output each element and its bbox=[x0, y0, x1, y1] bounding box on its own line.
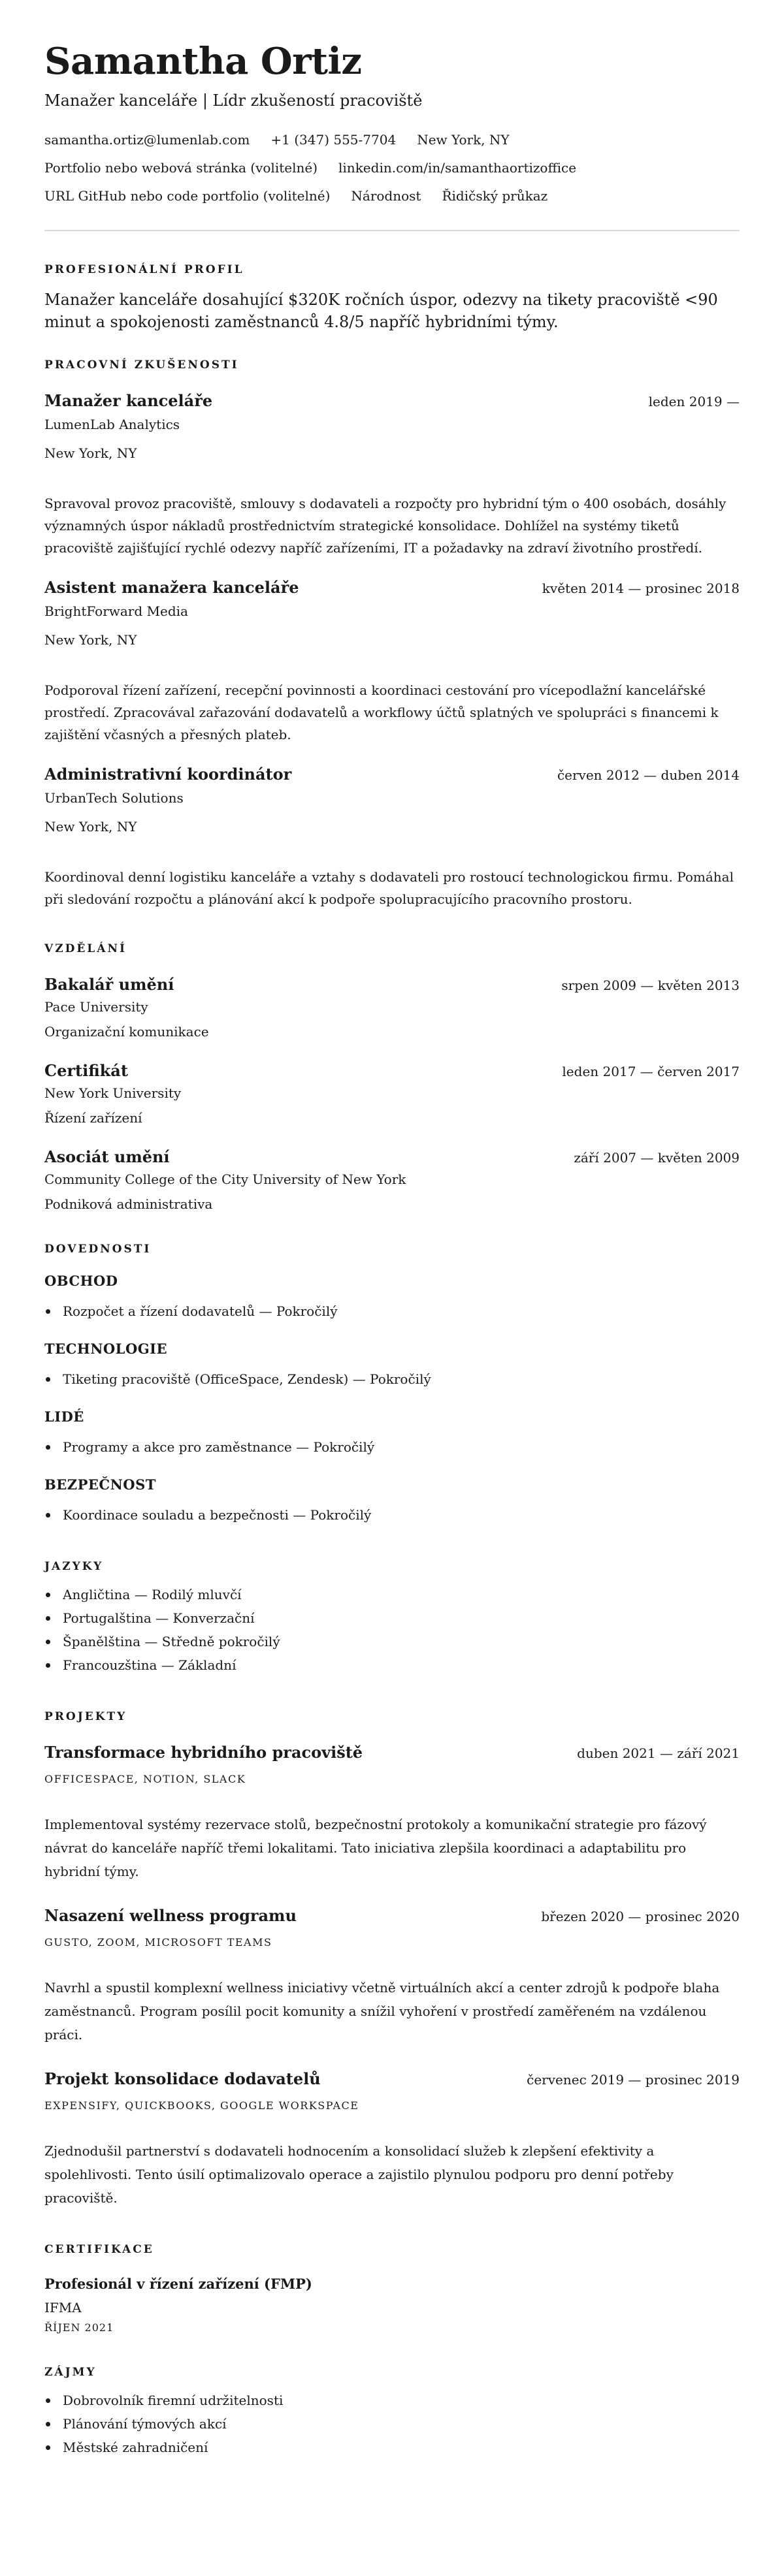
skill-category-safety: BEZPEČNOST bbox=[44, 1476, 156, 1493]
job-dates: červen 2012 — duben 2014 bbox=[557, 767, 740, 783]
contact-row-primary bbox=[44, 131, 740, 149]
job-description: Podporoval řízení zařízení, recepční povinnosti a koordinaci cestování pro vícepodlažní kancelářské prostředí. Zpracovával zařazování dodavatelů a workflowy účtů splatných ve spolupráci s financemi k zajištění včasných a přesných plateb. bbox=[44, 682, 719, 742]
job-title: Asistent manažera kanceláře bbox=[44, 578, 299, 597]
study-field: Řízení zařízení bbox=[44, 1110, 142, 1126]
skill-category-people: LIDÉ bbox=[44, 1408, 84, 1425]
certification-issuer: IFMA bbox=[44, 2300, 82, 2315]
section-title-certifications: CERTIFIKACE bbox=[44, 2243, 154, 2256]
experience-entry-header bbox=[44, 577, 740, 598]
job-dates: leden 2019 — bbox=[648, 394, 740, 409]
project-tech: GUSTO, ZOOM, MICROSOFT TEAMS bbox=[44, 1936, 272, 1948]
skill-list bbox=[44, 1435, 740, 1459]
experience-entry-header bbox=[44, 390, 740, 411]
skill-item: Programy a akce pro zaměstnance — Pokročilý bbox=[44, 1435, 740, 1459]
section-title-projects: PROJEKTY bbox=[44, 1710, 127, 1723]
project-description: Implementoval systémy rezervace stolů, bezpečnostní protokoly a komunikační strategie pro fázový návrat do kanceláře napříč třemi lokalitami. Tato iniciativa zlepšila koordinaci a adaptabilitu pro hybridní týmy. bbox=[44, 1817, 707, 1879]
company-name: LumenLab Analytics bbox=[44, 417, 180, 432]
contact-license: Řidičský průkaz bbox=[442, 188, 548, 204]
education-entry-header bbox=[44, 1147, 740, 1168]
projects-section bbox=[44, 1709, 740, 2210]
section-title-experience: PRACOVNÍ ZKUŠENOSTI bbox=[44, 358, 239, 372]
profile-summary: Manažer kanceláře dosahující $320K ročních úspor, odezvy na tikety pracoviště <90 minut a spokojenosti zaměstnanců 4.8/5 napříč hybridními týmy. bbox=[44, 291, 718, 331]
project-description: Navrhl a spustil komplexní wellness iniciativy včetně virtuálních akcí a center zdrojů k podpoře blaha zaměstnanců. Program posílil pocit komunity a snížil vyhoření v prostředí zaměřeném na vzdálenou práci. bbox=[44, 1980, 720, 2043]
candidate-name: Samantha Ortiz bbox=[44, 40, 362, 83]
certification-name: Profesionál v řízení zařízení (FMP) bbox=[44, 2276, 312, 2292]
skill-item: Koordinace souladu a bezpečnosti — Pokročilý bbox=[44, 1503, 740, 1527]
skill-item: Rozpočet a řízení dodavatelů — Pokročilý bbox=[44, 1299, 740, 1323]
job-location: New York, NY bbox=[44, 445, 137, 461]
section-title-education: VZDĚLÁNÍ bbox=[44, 942, 127, 955]
skill-list bbox=[44, 1367, 740, 1391]
project-entry-header bbox=[44, 1905, 740, 1926]
language-item: Francouzština — Základní bbox=[44, 1653, 740, 1677]
job-dates: květen 2014 — prosinec 2018 bbox=[542, 580, 740, 596]
skill-list bbox=[44, 1503, 740, 1527]
interest-list bbox=[44, 2389, 740, 2459]
languages-section bbox=[44, 1559, 740, 1677]
project-entry-header bbox=[44, 1742, 740, 1763]
company-name: UrbanTech Solutions bbox=[44, 790, 184, 806]
header-divider bbox=[44, 230, 740, 231]
contact-email[interactable]: samantha.ortiz@lumenlab.com bbox=[44, 132, 250, 148]
project-name: Nasazení wellness programu bbox=[44, 1906, 297, 1925]
project-name: Transformace hybridního pracoviště bbox=[44, 1743, 363, 1762]
skill-item: Tiketing pracoviště (OfficeSpace, Zendesk) — Pokročilý bbox=[44, 1367, 740, 1391]
job-location: New York, NY bbox=[44, 819, 137, 835]
language-item: Angličtina — Rodilý mluvčí bbox=[44, 1583, 740, 1606]
project-description: Zjednodušil partnerství s dodavateli hodnocením a konsolidací služeb k zlepšení efektivity a spolehlivosti. Tento úsilí optimalizovalo operace a zajistilo plynulou podporu pro denní potřeby pracoviště. bbox=[44, 2143, 674, 2206]
skills-section bbox=[44, 1242, 740, 1527]
candidate-headline: Manažer kanceláře | Lídr zkušeností pracoviště bbox=[44, 91, 423, 110]
profile-section bbox=[44, 262, 740, 333]
job-title: Manažer kanceláře bbox=[44, 391, 213, 410]
project-dates: červenec 2019 — prosinec 2019 bbox=[527, 2072, 740, 2088]
contact-location: New York, NY bbox=[417, 132, 510, 148]
section-title-skills: DOVEDNOSTI bbox=[44, 1243, 152, 1256]
project-tech: EXPENSIFY, QUICKBOOKS, GOOGLE WORKSPACE bbox=[44, 2099, 359, 2112]
education-dates: září 2007 — květen 2009 bbox=[574, 1150, 740, 1166]
certification-date: ŘÍJEN 2021 bbox=[44, 2321, 114, 2334]
section-title-languages: JAZYKY bbox=[44, 1560, 104, 1573]
contact-row-extra bbox=[44, 187, 740, 205]
contact-row-links bbox=[44, 159, 740, 177]
project-entry-header bbox=[44, 2069, 740, 2090]
skill-category-business: OBCHOD bbox=[44, 1273, 118, 1289]
education-entry bbox=[44, 1147, 740, 1213]
contact-portfolio[interactable]: Portfolio nebo webová stránka (volitelné) bbox=[44, 160, 318, 176]
company-name: BrightForward Media bbox=[44, 603, 188, 619]
project-dates: duben 2021 — září 2021 bbox=[577, 1745, 740, 1761]
experience-entry bbox=[44, 764, 740, 910]
contact-github[interactable]: URL GitHub nebo code portfolio (volitelné) bbox=[44, 188, 331, 204]
section-title-interests: ZÁJMY bbox=[44, 2366, 97, 2379]
education-entry-header bbox=[44, 974, 740, 995]
contact-nationality: Národnost bbox=[351, 188, 421, 204]
project-entry bbox=[44, 2069, 740, 2210]
job-title: Administrativní koordinátor bbox=[44, 765, 292, 784]
education-dates: srpen 2009 — květen 2013 bbox=[561, 978, 740, 993]
language-item: Portugalština — Konverzační bbox=[44, 1606, 740, 1630]
school-name: Pace University bbox=[44, 999, 148, 1015]
interest-item: Dobrovolník firemní udržitelnosti bbox=[44, 2389, 740, 2412]
school-name: New York University bbox=[44, 1085, 182, 1101]
education-section bbox=[44, 942, 740, 1213]
experience-entry bbox=[44, 577, 740, 746]
certifications-section bbox=[44, 2242, 740, 2335]
education-entry bbox=[44, 974, 740, 1041]
education-entry-header bbox=[44, 1060, 740, 1081]
education-dates: leden 2017 — červen 2017 bbox=[562, 1064, 740, 1079]
school-name: Community College of the City University of New York bbox=[44, 1171, 406, 1187]
project-tech: OFFICESPACE, NOTION, SLACK bbox=[44, 1773, 246, 1785]
experience-entry bbox=[44, 390, 740, 559]
job-location: New York, NY bbox=[44, 632, 137, 648]
project-entry bbox=[44, 1742, 740, 1883]
section-title-profile: PROFESIONÁLNÍ PROFIL bbox=[44, 263, 244, 276]
interest-item: Městské zahradničení bbox=[44, 2436, 740, 2459]
job-description: Koordinoval denní logistiku kanceláře a vztahy s dodavateli pro rostoucí technologickou firmu. Pomáhal při sledování rozpočtu a plánování akcí k podpoře spolupracujícího pracovního prostoru. bbox=[44, 869, 734, 907]
interest-item: Plánování týmových akcí bbox=[44, 2412, 740, 2436]
skill-category-technology: TECHNOLOGIE bbox=[44, 1341, 167, 1357]
skill-list bbox=[44, 1299, 740, 1323]
education-entry bbox=[44, 1060, 740, 1127]
language-item: Španělština — Středně pokročilý bbox=[44, 1630, 740, 1653]
project-dates: březen 2020 — prosinec 2020 bbox=[541, 1909, 740, 1924]
project-entry bbox=[44, 1905, 740, 2046]
degree-name: Certifikát bbox=[44, 1061, 128, 1080]
contact-phone[interactable]: +1 (347) 555-7704 bbox=[270, 132, 397, 148]
study-field: Organizační komunikace bbox=[44, 1024, 209, 1040]
experience-section bbox=[44, 358, 740, 910]
language-list bbox=[44, 1583, 740, 1677]
job-description: Spravoval provoz pracoviště, smlouvy s dodavateli a rozpočty pro hybridní tým o 400 osobách, dosáhly významných úspor nákladů prostřednictvím strategické konsolidace. Dohlížel na systémy tiketů pracoviště zajišťující rychlé odezvy napříč zařízeními, IT a požadavky na zdraví životního prostředí. bbox=[44, 496, 727, 556]
experience-entry-header bbox=[44, 764, 740, 785]
degree-name: Bakalář umění bbox=[44, 975, 174, 994]
interests-section bbox=[44, 2365, 740, 2459]
project-name: Projekt konsolidace dodavatelů bbox=[44, 2069, 321, 2088]
contact-linkedin[interactable]: linkedin.com/in/samanthaortizoffice bbox=[338, 160, 577, 176]
study-field: Podniková administrativa bbox=[44, 1196, 213, 1212]
degree-name: Asociát umění bbox=[44, 1147, 170, 1166]
